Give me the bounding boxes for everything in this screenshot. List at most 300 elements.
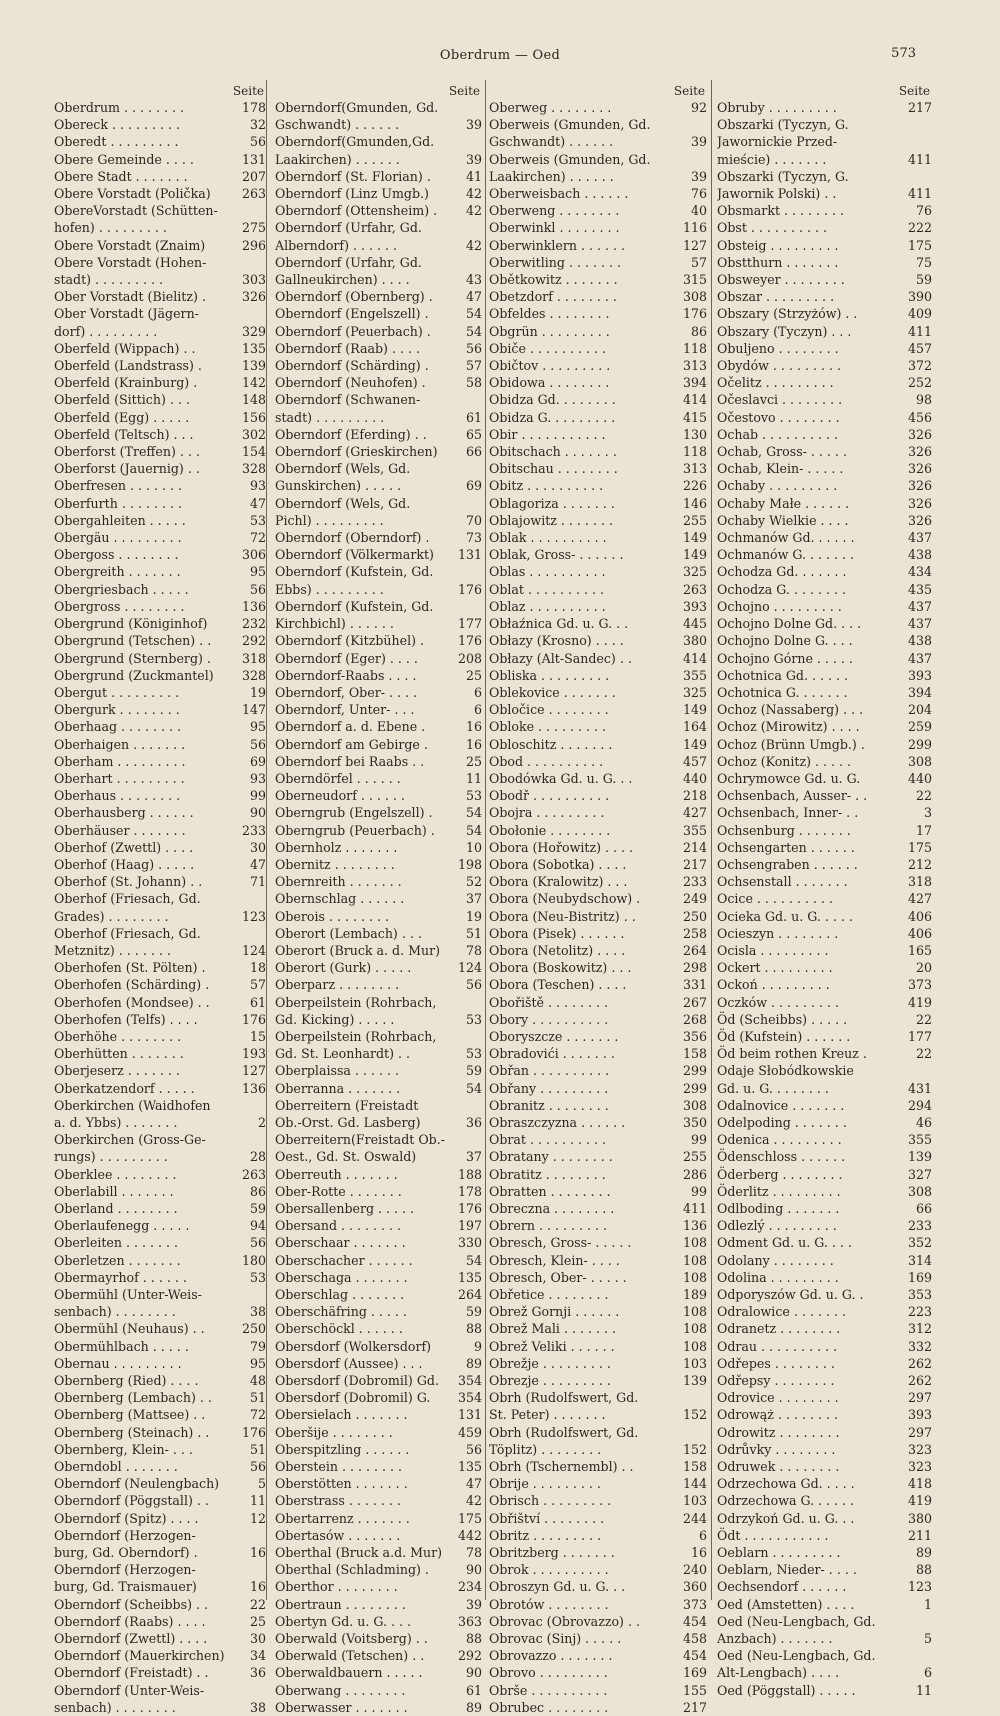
entry-name: Obřany . . . . . . . . .	[489, 1080, 609, 1096]
index-entry	[54, 632, 266, 649]
index-entry	[54, 426, 266, 443]
entry-name: Ochmanów G. . . . . . .	[717, 547, 855, 563]
index-entry	[54, 1578, 266, 1595]
entry-page: 390	[907, 289, 932, 305]
index-entry	[275, 1699, 482, 1716]
entry-name: Oberndorf (Herzogen-	[54, 1562, 196, 1578]
entry-name: Obrež Veliki . . . . . .	[489, 1338, 615, 1354]
index-entry	[275, 1664, 482, 1681]
entry-name: Oberhof (Friesach, Gd.	[54, 925, 201, 941]
entry-page: 22	[915, 1046, 932, 1062]
index-entry	[54, 1372, 266, 1389]
entry-page: 275	[241, 220, 266, 236]
index-entry	[717, 1596, 932, 1613]
entry-name: Obrež Mali . . . . . . .	[489, 1321, 617, 1337]
entry-page: 56	[249, 1459, 266, 1475]
index-entry	[54, 409, 266, 426]
entry-name: Anzbach) . . . . . . .	[717, 1631, 833, 1647]
entry-name: Obraszczyzna . . . . . .	[489, 1114, 626, 1130]
entry-page: 36	[465, 1114, 482, 1130]
entry-page: 232	[241, 616, 266, 632]
entry-page: 169	[907, 1269, 932, 1285]
index-entry	[717, 185, 932, 202]
entry-name: Ochaby Wielkie . . . .	[717, 512, 849, 528]
entry-name: Ocieszyn . . . . . . . .	[717, 925, 839, 941]
entry-name: Obresch, Gross- . . . . .	[489, 1235, 632, 1251]
entry-name: Obst . . . . . . . . . .	[717, 220, 827, 236]
index-entry	[717, 753, 932, 770]
entry-page: 3	[923, 805, 932, 821]
entry-page: 16	[465, 736, 482, 752]
index-entry	[717, 1406, 932, 1423]
entry-name: Oberhof (Friesach, Gd.	[54, 891, 201, 907]
entry-name: Oberfurth . . . . . . . .	[54, 495, 182, 511]
entry-page: 354	[457, 1373, 482, 1389]
entry-name: Odrowitz . . . . . . . .	[717, 1424, 840, 1440]
entry-name: Oberschlag . . . . . . .	[275, 1287, 405, 1303]
index-entry	[489, 1389, 707, 1406]
entry-name: Öd (Kufstein) . . . . . .	[717, 1028, 851, 1044]
entry-page: 326	[907, 461, 932, 477]
entry-page: 30	[249, 839, 266, 855]
index-entry	[489, 615, 707, 632]
entry-name: Alt-Lengbach) . . . .	[717, 1665, 840, 1681]
entry-page: 438	[907, 633, 932, 649]
index-entry	[275, 1510, 482, 1527]
index-entry	[489, 959, 707, 976]
page-number: 573	[891, 46, 916, 61]
index-entry	[275, 495, 482, 512]
entry-page: 86	[690, 323, 707, 339]
entry-name: Obergut . . . . . . . . .	[54, 684, 180, 700]
entry-page: 139	[241, 358, 266, 374]
index-entry	[54, 856, 266, 873]
index-entry	[275, 718, 482, 735]
entry-name: Obszar . . . . . . . . .	[717, 289, 835, 305]
entry-name: Odřepsy . . . . . . . .	[717, 1373, 835, 1389]
index-entry	[54, 1269, 266, 1286]
index-entry	[489, 581, 707, 598]
entry-name: Gschwandt) . . . . . .	[489, 134, 614, 150]
entry-page: 6	[473, 702, 482, 718]
index-entry	[275, 942, 482, 959]
entry-name: Oblak, Gross- . . . . . .	[489, 547, 624, 563]
entry-page: 116	[682, 220, 707, 236]
index-entry	[489, 1647, 707, 1664]
entry-page: 39	[465, 117, 482, 133]
index-entry	[275, 1045, 482, 1062]
entry-page: 127	[682, 237, 707, 253]
entry-page: 149	[682, 530, 707, 546]
index-entry	[54, 563, 266, 580]
entry-name: Oberforst (Jauernig) . .	[54, 461, 200, 477]
index-entry	[489, 1630, 707, 1647]
entry-name: Oberort (Bruck a. d. Mur)	[275, 942, 441, 958]
index-entry	[717, 770, 932, 787]
entry-page: 393	[682, 598, 707, 614]
entry-page: 124	[457, 960, 482, 976]
index-entry	[275, 1441, 482, 1458]
index-entry	[275, 426, 482, 443]
entry-name: Oberndorf (Raabs) . . . .	[54, 1613, 206, 1629]
entry-name: Oberfeld (Landstrass) .	[54, 358, 202, 374]
entry-name: Obere Gemeinde . . . .	[54, 151, 194, 167]
entry-name: Oberndorf (Neuhofen) .	[275, 375, 426, 391]
entry-name: Obojra . . . . . . . . .	[489, 805, 605, 821]
entry-name: Oberndorf(Gmunden,Gd.	[275, 134, 435, 150]
entry-page: 131	[241, 151, 266, 167]
entry-name: Oberndorf (Wels, Gd.	[275, 461, 411, 477]
entry-name: Oberham . . . . . . . . .	[54, 753, 186, 769]
index-entry	[489, 254, 707, 271]
entry-page: 406	[907, 925, 932, 941]
entry-page: 262	[907, 1355, 932, 1371]
index-entry	[275, 701, 482, 718]
entry-name: Oberthal (Schladming) .	[275, 1562, 429, 1578]
entry-page: 42	[465, 186, 482, 202]
entry-page: 360	[682, 1579, 707, 1595]
index-entry	[275, 323, 482, 340]
index-entry	[54, 1561, 266, 1578]
entry-name: Oblekovice . . . . . . .	[489, 684, 616, 700]
entry-page: 258	[682, 925, 707, 941]
entry-name: Obloke . . . . . . . . .	[489, 719, 607, 735]
index-entry	[717, 1234, 932, 1251]
entry-name: Oberhütten . . . . . . .	[54, 1046, 184, 1062]
index-entry	[275, 116, 482, 133]
index-entry	[275, 598, 482, 615]
entry-page: 11	[465, 770, 482, 786]
entry-page: 47	[249, 856, 266, 872]
entry-page: 75	[915, 254, 932, 270]
entry-name: Oberplaissa . . . . . .	[275, 1063, 399, 1079]
entry-name: Ochsengraben . . . . . .	[717, 856, 858, 872]
index-entry	[54, 598, 266, 615]
entry-name: Obidza Gd. . . . . . . .	[489, 392, 616, 408]
entry-page: 108	[682, 1338, 707, 1354]
index-entry	[54, 133, 266, 150]
index-entry	[54, 718, 266, 735]
index-entry	[489, 1406, 707, 1423]
index-entry	[489, 856, 707, 873]
index-entry	[54, 323, 266, 340]
index-entry	[717, 1303, 932, 1320]
entry-name: Obrezje . . . . . . . . .	[489, 1373, 611, 1389]
entry-name: Odaje Słobódkowskie	[717, 1063, 854, 1079]
entry-name: Obergrund (Zuckmantel)	[54, 667, 214, 683]
entry-page: 124	[241, 942, 266, 958]
index-entry	[54, 288, 266, 305]
entry-page: 22	[249, 1596, 266, 1612]
entry-name: Oberkatzendorf . . . . .	[54, 1080, 195, 1096]
entry-page: 41	[465, 168, 482, 184]
entry-page: 56	[249, 581, 266, 597]
entry-name: Obrovo . . . . . . . . .	[489, 1665, 608, 1681]
index-entry	[275, 202, 482, 219]
index-entry	[275, 1561, 482, 1578]
index-entry	[489, 1441, 707, 1458]
entry-name: Obermayrhof . . . . . .	[54, 1269, 187, 1285]
index-entry	[275, 237, 482, 254]
entry-name: Pichl) . . . . . . . . .	[275, 512, 384, 528]
index-entry	[717, 615, 932, 632]
entry-page: 42	[465, 203, 482, 219]
index-entry	[54, 1045, 266, 1062]
index-entry	[275, 529, 482, 546]
entry-name: Obrat . . . . . . . . . .	[489, 1132, 607, 1148]
entry-page: 98	[915, 392, 932, 408]
index-entry	[54, 1131, 266, 1148]
entry-page: 5	[257, 1476, 266, 1492]
entry-page: 313	[682, 461, 707, 477]
entry-name: Oberwaldbauern . . . . .	[275, 1665, 423, 1681]
index-entry	[54, 976, 266, 993]
entry-page: 233	[682, 874, 707, 890]
entry-name: Obrež Gornji . . . . . .	[489, 1304, 620, 1320]
entry-name: Oberort (Lembach) . . .	[275, 925, 422, 941]
entry-page: 315	[682, 272, 707, 288]
entry-name: Oberndorf (Völkermarkt)	[275, 547, 434, 563]
index-entry	[54, 391, 266, 408]
entry-name: Oblat . . . . . . . . . .	[489, 581, 605, 597]
entry-name: Oberwang . . . . . . . .	[275, 1682, 406, 1698]
entry-page: 118	[682, 340, 707, 356]
entry-page: 148	[241, 392, 266, 408]
entry-name: Oberschaar . . . . . . .	[275, 1235, 406, 1251]
entry-page: 1	[923, 1596, 932, 1612]
index-entry	[489, 1148, 707, 1165]
entry-name: Obszary (Tyczyn) . . .	[717, 323, 852, 339]
index-entry	[489, 477, 707, 494]
entry-name: Odolany . . . . . . . .	[717, 1252, 834, 1268]
entry-name: Oberhäuser . . . . . . .	[54, 822, 186, 838]
entry-page: 240	[682, 1562, 707, 1578]
index-entry	[489, 873, 707, 890]
index-entry	[54, 116, 266, 133]
index-entry	[275, 1372, 482, 1389]
column-divider	[485, 80, 486, 1600]
entry-page: 355	[682, 822, 707, 838]
index-entry	[54, 787, 266, 804]
entry-page: 437	[907, 530, 932, 546]
index-entry	[489, 305, 707, 322]
entry-page: 92	[690, 100, 707, 115]
entry-page: 39	[465, 1596, 482, 1612]
entry-name: Obodř . . . . . . . . . .	[489, 788, 610, 804]
entry-name: Oczków . . . . . . . . .	[717, 994, 840, 1010]
entry-page: 61	[465, 409, 482, 425]
index-entry	[54, 1183, 266, 1200]
entry-name: Oberfeld (Krainburg) .	[54, 375, 198, 391]
entry-page: 65	[465, 426, 482, 442]
index-entry	[54, 1664, 266, 1681]
entry-name: Obsmarkt . . . . . . . .	[717, 203, 845, 219]
entry-name: Öd (Scheibbs) . . . . .	[717, 1011, 848, 1027]
entry-name: Oberndorf (Grieskirchen)	[275, 444, 438, 460]
index-entry	[275, 254, 482, 271]
entry-name: ObereVorstadt (Schütten-	[54, 203, 218, 219]
entry-name: Obersielach . . . . . . .	[275, 1407, 408, 1423]
entry-name: Oberparz . . . . . . . .	[275, 977, 400, 993]
entry-name: Oest., Gd. St. Oswald)	[275, 1149, 417, 1165]
entry-name: Običe . . . . . . . . . .	[489, 340, 606, 356]
entry-name: Obernberg (Lembach) . .	[54, 1390, 212, 1406]
entry-name: Obrubec . . . . . . . .	[489, 1699, 609, 1715]
entry-page: 234	[457, 1579, 482, 1595]
entry-page: 53	[465, 1046, 482, 1062]
index-entry	[54, 168, 266, 185]
entry-name: Obernberg (Ried) . . . .	[54, 1373, 199, 1389]
entry-name: Oberndorf (Schwanen-	[275, 392, 421, 408]
index-entry	[275, 1682, 482, 1699]
index-entry	[275, 1458, 482, 1475]
index-entry	[275, 873, 482, 890]
entry-name: Oberndorf (Kufstein, Gd.	[275, 598, 434, 614]
entry-name: Gd. St. Leonhardt) . .	[275, 1046, 411, 1062]
index-entry	[489, 1578, 707, 1595]
index-entry	[489, 1011, 707, 1028]
entry-page: 73	[465, 530, 482, 546]
entry-name: Odruwek . . . . . . . .	[717, 1459, 840, 1475]
entry-name: Oberhofen (Telfs) . . . .	[54, 1011, 198, 1027]
entry-name: burg, Gd. Oberndorf) .	[54, 1545, 198, 1561]
entry-name: Obergurk . . . . . . . .	[54, 702, 180, 718]
entry-name: Oberschacher . . . . . .	[275, 1252, 413, 1268]
entry-name: Oed (Neu-Lengbach, Gd.	[717, 1648, 876, 1664]
index-entry	[275, 787, 482, 804]
entry-page: 42	[465, 237, 482, 253]
index-entry	[275, 632, 482, 649]
entry-name: Obertyn Gd. u. G. . . .	[275, 1613, 412, 1629]
index-entry	[54, 684, 266, 701]
entry-page: 380	[907, 1510, 932, 1526]
entry-name: Obitschau . . . . . . . .	[489, 461, 618, 477]
entry-page: 264	[682, 942, 707, 958]
entry-page: 308	[907, 1183, 932, 1199]
entry-name: Oberndorf, Unter- . . .	[275, 702, 415, 718]
entry-page: 58	[465, 375, 482, 391]
index-entry	[717, 1630, 932, 1647]
entry-name: Očeslavci . . . . . . . .	[717, 392, 843, 408]
entry-name: Ochsenbach, Inner- . .	[717, 805, 859, 821]
index-entry	[717, 151, 932, 168]
entry-name: Oberndorf bei Raabs . .	[275, 753, 425, 769]
index-entry	[717, 718, 932, 735]
entry-name: Oberndorf (Obernberg) .	[275, 289, 433, 305]
index-entry	[489, 1166, 707, 1183]
index-entry	[54, 1148, 266, 1165]
entry-name: Obrern . . . . . . . . .	[489, 1218, 608, 1234]
entry-name: Ochab, Klein- . . . . .	[717, 461, 844, 477]
entry-page: 406	[907, 908, 932, 924]
index-entry	[275, 1527, 482, 1544]
entry-page: 427	[907, 891, 932, 907]
index-entry	[54, 736, 266, 753]
entry-name: Oberngrub (Engelszell) .	[275, 805, 433, 821]
entry-name: Oberndorf, Ober- . . . .	[275, 684, 417, 700]
index-entry	[489, 116, 707, 133]
index-entry	[54, 460, 266, 477]
entry-name: Ocieka Gd. u. G. . . . .	[717, 908, 853, 924]
entry-page: 139	[907, 1149, 932, 1165]
entry-page: 312	[907, 1321, 932, 1337]
entry-page: 373	[907, 977, 932, 993]
entry-page: 142	[241, 375, 266, 391]
index-entry	[489, 1699, 707, 1716]
entry-name: Metznitz) . . . . . . .	[54, 942, 171, 958]
entry-page: 308	[907, 753, 932, 769]
index-entry	[717, 374, 932, 391]
index-entry	[275, 856, 482, 873]
index-entry	[489, 1561, 707, 1578]
running-title: Oberdrum — Oed	[439, 48, 561, 63]
entry-page: 42	[465, 1493, 482, 1509]
entry-page: 411	[907, 323, 932, 339]
entry-page: 38	[249, 1699, 266, 1715]
entry-name: Oberndorf a. d. Ebene .	[275, 719, 426, 735]
entry-name: Obrok . . . . . . . . . .	[489, 1562, 609, 1578]
entry-page: 34	[249, 1648, 266, 1664]
entry-name: Obitz . . . . . . . . . .	[489, 478, 604, 494]
entry-name: Gunskirchen) . . . . .	[275, 478, 402, 494]
entry-name: Ochoz (Konitz) . . . . .	[717, 753, 852, 769]
index-entry	[54, 890, 266, 907]
entry-page: 19	[249, 684, 266, 700]
index-entry	[275, 1492, 482, 1509]
entry-name: Oberranna . . . . . . .	[275, 1080, 401, 1096]
entry-name: Obergriesbach . . . . .	[54, 581, 189, 597]
entry-name: hofen) . . . . . . . . .	[54, 220, 167, 236]
entry-name: Ödenschloss . . . . . .	[717, 1149, 846, 1165]
entry-page: 297	[907, 1424, 932, 1440]
entry-name: Ochab . . . . . . . . . .	[717, 426, 839, 442]
index-entry	[275, 890, 482, 907]
entry-page: 88	[465, 1321, 482, 1337]
entry-name: Običtov . . . . . . . . .	[489, 358, 611, 374]
entry-page: 108	[682, 1321, 707, 1337]
index-entry	[275, 1114, 482, 1131]
entry-name: Obgrün . . . . . . . . .	[489, 323, 610, 339]
entry-page: 71	[249, 874, 266, 890]
entry-name: Oberwinklern . . . . . .	[489, 237, 626, 253]
index-entry	[54, 770, 266, 787]
index-entry	[54, 1544, 266, 1561]
index-entry	[54, 1355, 266, 1372]
index-entry	[717, 1097, 932, 1114]
entry-page: 56	[249, 134, 266, 150]
entry-name: Oberweg . . . . . . . .	[489, 100, 612, 115]
index-entry	[717, 890, 932, 907]
entry-page: 437	[907, 650, 932, 666]
entry-page: 158	[682, 1046, 707, 1062]
entry-page: 56	[249, 736, 266, 752]
entry-name: Oberhofen (Schärding) .	[54, 977, 210, 993]
index-entry	[717, 1114, 932, 1131]
entry-name: Oberhofen (Mondsee) . .	[54, 994, 210, 1010]
entry-page: 47	[465, 289, 482, 305]
index-entry	[489, 1664, 707, 1681]
entry-page: 414	[682, 650, 707, 666]
index-entry	[489, 99, 707, 116]
entry-page: 99	[690, 1132, 707, 1148]
entry-name: Oberhöhe . . . . . . . .	[54, 1028, 182, 1044]
entry-name: Ochrymowce Gd. u. G.	[717, 770, 861, 786]
index-entry	[54, 1596, 266, 1613]
entry-page: 156	[241, 409, 266, 425]
entry-name: Oberhausberg . . . . . .	[54, 805, 194, 821]
entry-name: Oeblarn . . . . . . . . .	[717, 1545, 841, 1561]
index-entry	[717, 116, 932, 133]
